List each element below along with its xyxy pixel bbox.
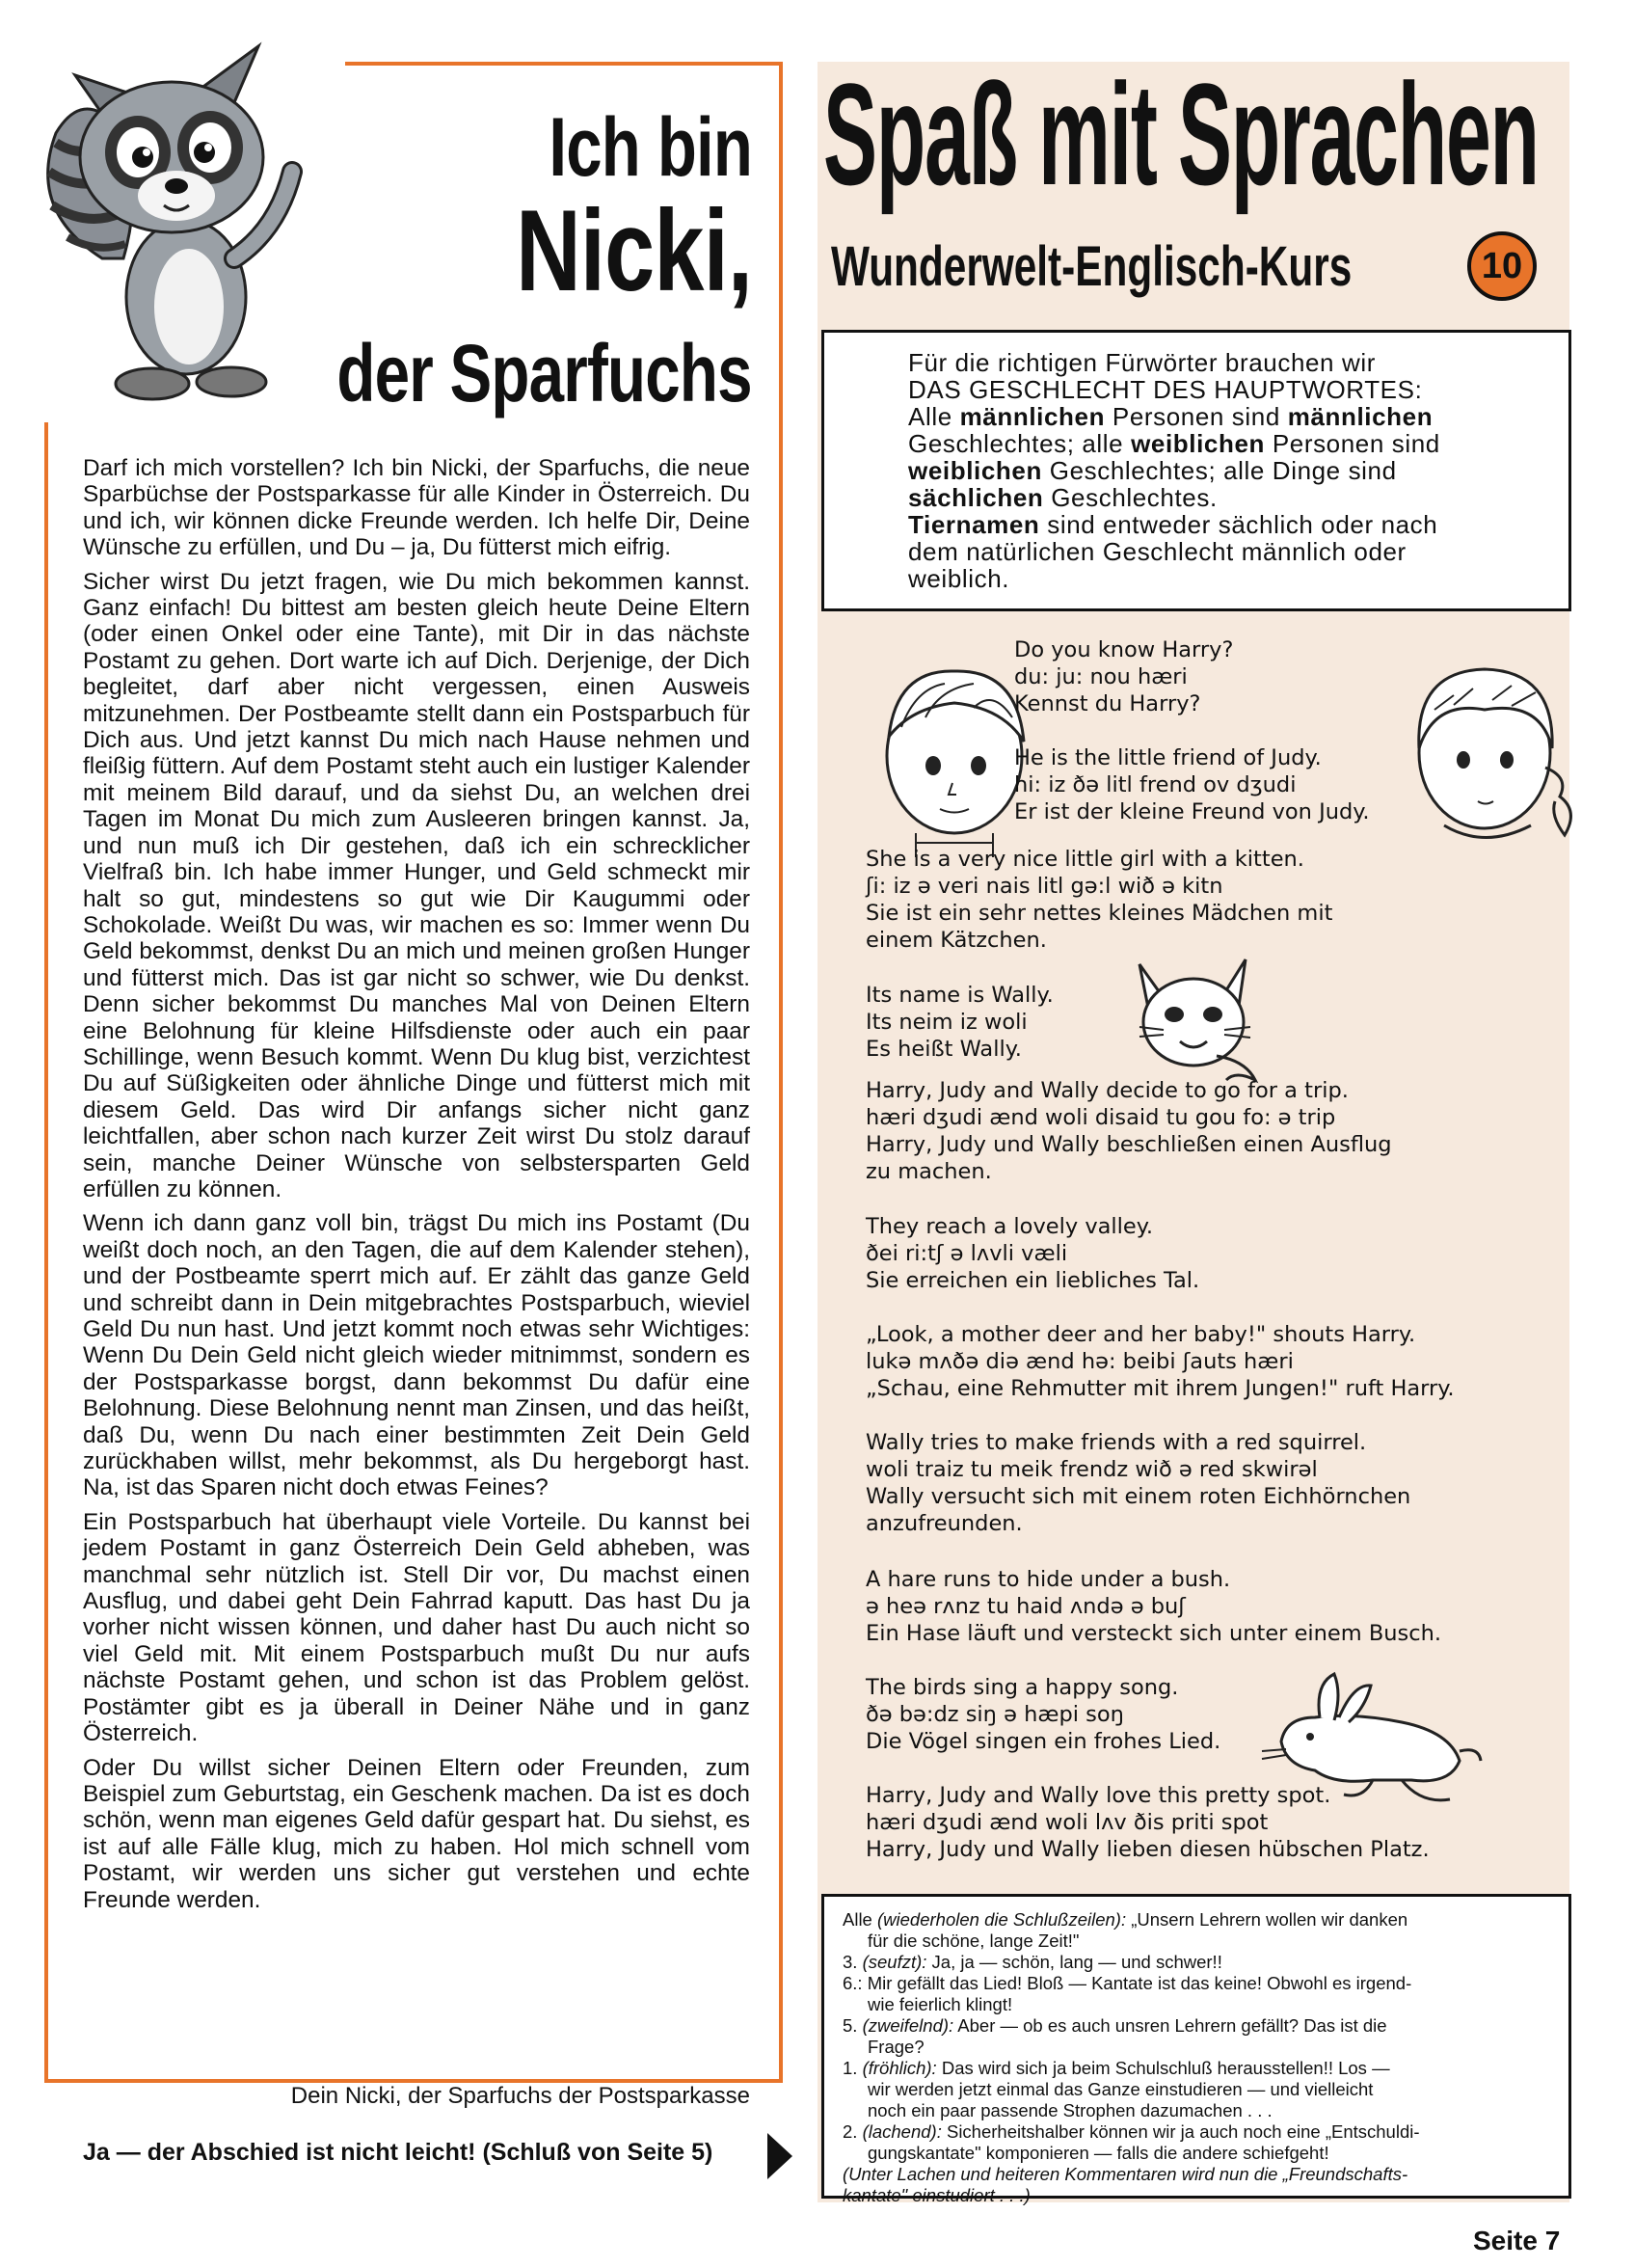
dialog-block: Do you know Harry? du: ju: nou hæri Kennst du Harry?	[1014, 637, 1234, 716]
grammar-line: Für die richtigen Fürwörter brauchen wir	[908, 348, 1376, 377]
nicki-paragraph: Oder Du willst sicher Deinen Eltern oder Freunden, zum Beispiel zum Geburtstag, ein Geschenk machen. Da ist es doch schön, wenn man eigenes Geld dafür gespart hat. Du siehst, es ist auf alle Fälle klug, mich zu haben. Hol mich schnell vom Postamt, wir werden uns sicher gut verstehen und echte Freunde werden.	[83, 1754, 750, 1913]
grammar-line: dem natürlichen Geschlecht männlich oder	[908, 537, 1407, 566]
dialog-block: Harry, Judy and Wally love this pretty spot. hæri dʒudi ænd woli lʌv ðis priti spot Harry, Judy und Wally lieben diesen hübschen Platz.	[866, 1783, 1430, 1862]
nicki-signature: Dein Nicki, der Sparfuchs der Postsparkasse	[290, 2083, 750, 2109]
nicki-paragraph: Wenn ich dann ganz voll bin, trägst Du mich ins Postamt (Du weißt doch noch, an den Tagen, die auf dem Kalender stehen), und der Postbeamte sperrt mich auf. Er zählt das ganze Geld und schreibt dann in Dein mitgebrachtes Postsparbuch, wieviel Geld Du nun hast. Und jetzt kommt noch etwas sehr Wichtiges: Wenn Du Dein Geld nicht gleich wieder mitnimmst, sondern es der Postsparkasse borgst, dann bekommst Du dafür eine Belohnung. Diese Belohnung nennt man Zinsen, und das heißt, daß Du, wenn Du nach einer bestimmten Zeit Dein Geld zurückhaben willst, mehr bekommst, als Du hergeborgt hast. Na, ist das Sparen nicht doch etwas Feines?	[83, 1210, 750, 1501]
dialog-block: „Look, a mother deer and her baby!" shouts Harry. lukə mʌðə diə ænd hə: beibi ʃauts hæri „Schau, eine Rehmutter mit ihrem Jungen!" ruft Harry.	[866, 1322, 1455, 1401]
raccoon-mascot-illustration	[17, 17, 345, 422]
dialog-block: A hare runs to hide under a bush. ə heə rʌnz tu haid ʌndə ə buʃ Ein Hase läuft und versteckt sich unter einem Busch.	[866, 1567, 1442, 1646]
continuation-arrow-icon[interactable]	[767, 2133, 792, 2179]
grammar-line: DAS GESCHLECHT DES HAUPTWORTES:	[908, 375, 1423, 404]
grammar-line: sächlichen Geschlechtes.	[908, 483, 1218, 512]
dialog-block: Wally tries to make friends with a red squirrel. woli traiz tu meik frendz wið ə red skwirəl Wally versucht sich mit einem roten Eichhörnchen anzufreunden.	[866, 1430, 1411, 1536]
grammar-line: weiblich.	[908, 564, 1010, 593]
course-subtitle: Wunderwelt-Englisch-Kurs	[831, 235, 1353, 298]
dialog-block: The birds sing a happy song. ðə bə:dz siŋ ə hæpi soŋ Die Vögel singen ein frohes Lied.	[866, 1675, 1221, 1754]
page-number: Seite 7	[1473, 2226, 1561, 2255]
dialog-block: She is a very nice little girl with a kitten. ʃi: iz ə veri nais litl gə:l wið ə kitn Sie ist ein sehr nettes kleines Mädchen mit einem Kätzchen.	[866, 847, 1333, 953]
dialog-block: They reach a lovely valley. ðei ri:tʃ ə lʌvli væli Sie erreichen ein liebliches Tal.	[866, 1214, 1200, 1293]
dialog-block: He is the little friend of Judy. hi: iz ðə litl frend ov dʒudi Er ist der kleine Freund von Judy.	[1014, 745, 1370, 824]
kitten-illustration	[1120, 945, 1269, 1090]
nicki-title-line2: Nicki,	[515, 186, 752, 315]
nicki-title-line1: Ich bin	[549, 101, 752, 194]
grammar-line: Geschlechtes; alle weiblichen Personen sind	[908, 429, 1440, 458]
nicki-article-body	[83, 455, 750, 1921]
continuation-note[interactable]: Ja — der Abschied ist nicht leicht! (Schluß von Seite 5)	[83, 2139, 713, 2166]
dialog-block: Its name is Wally. Its neim iz woli Es heißt Wally.	[866, 983, 1054, 1062]
song-continuation-text: Alle (wiederholen die Schlußzeilen): „Unsern Lehrern wollen wir danken für die schöne, lange Zeit!" 3. (seufzt): Ja, ja — schön, lang — und schwer!! 6.: Mir gefällt das Lied! Bloß — Kantate ist das keine! Obwohl es irgend- wie feierlich klingt! 5. (zweifelnd): Aber — ob es auch unsren Lehrern gefällt? Das ist die Frage? 1. (fröhlich): Das wird sich ja beim Schulschluß herausstellen!! Los — wir werden jetzt einmal das Ganze einstudieren — und vielleicht noch ein paar passende Strophen dazumachen . . . 2. (lachend): Sicherheitshalber können wir ja auch noch eine „Entschuldi- gungskantate" komponieren — falls die andere schiefgeht! (Unter Lachen und heiteren Kommentaren wird nun die „Freundschafts- kantate" einstudiert . . .)	[843, 1909, 1420, 2205]
nicki-paragraph: Sicher wirst Du jetzt fragen, wie Du mich bekommen kannst. Ganz einfach! Du bittest am besten gleich heute Deine Eltern (oder einen Onkel oder eine Tante), mit Dir in das nächste Postamt zu gehen. Dort warte ich auf Dich. Derjenige, der Dich begleitet, darf aber nicht vergessen, einen Ausweis mitzunehmen. Der Postbeamte stellt dann ein Postsparbuch für Dich aus. Und jetzt kannst Du mich nach Hause nehmen und fleißig füttern. Auf dem Postamt steht auch ein lustiger Kalender mit meinem Bild darauf, und da siehst Du, an welchen drei Tagen im Monat Du mich zum Ausleeren bringen kannst. Ja, und nun muß ich Dir gestehen, daß ich ein schrecklicher Vielfraß bin. Ich habe immer Hunger, und Geld schmeckt mir halt so gut, mindestens so gut wie Dir Kaugummi oder Schokolade. Weißt Du was, wir machen es so: Immer wenn Du Geld bekommst, denkst Du an mich und meinen großen Hunger und fütterst mich. Das ist gar nicht so schwer, wie Du denkst. Denn sicher bekommst Du manches Mal von Deinen Eltern eine Belohnung für kleine Hilfsdienste oder auch ein paar Schillinge, wenn Besuch kommt. Wenn Du klug bist, verzichtest Du auf Süßigkeiten oder ähnliche Dinge und fütterst mich mit diesem Geld. Das wird Dir anfangs sicher nicht ganz leichtfallen, aber schon nach kurzer Zeit wirst Du stolz darauf sein, manche Deiner Wünsche von selbstersparten Geld erfüllen zu können.	[83, 568, 750, 1202]
language-section-title: Spaß mit Sprachen	[823, 53, 1539, 215]
girl-face-illustration	[1396, 642, 1585, 854]
nicki-title-line3: der Sparfuchs	[336, 328, 752, 418]
nicki-paragraph: Ein Postsparbuch hat überhaupt viele Vorteile. Du kannst bei jedem Postamt in ganz Österreich Dein Geld abheben, was manchmal sehr nützlich ist. Stell Dir vor, Du machst einen Ausflug, und dabei geht Dein Fahrrad kaputt. Das hast Du ja vorher nicht wissen können, und daher hast Du auch nicht so viel Geld mit. Mit einem Postsparbuch mußt Du nur aufs nächste Postamt gehen, und schon ist das Problem gelöst. Postämter gibt es ja überall in Deiner Nähe und in ganz Österreich.	[83, 1508, 750, 1747]
nicki-paragraph: Darf ich mich vorstellen? Ich bin Nicki, der Sparfuchs, die neue Sparbüchse der Postsparkasse für alle Kinder in Österreich. Du und ich, wir können dicke Freunde werden. Ich helfe Dir, Deine Wünsche zu erfüllen, und Du – ja, Du fütterst mich eifrig.	[83, 455, 750, 561]
grammar-rule-text	[908, 349, 1556, 592]
dialog-block: Harry, Judy and Wally decide to go for a trip. hæri dʒudi ænd woli disaid tu gou fo: ə trip Harry, Judy und Wally beschließen einen Ausflug zu machen.	[866, 1078, 1392, 1184]
grammar-line: Alle männlichen Personen sind männlichen	[908, 402, 1434, 431]
grammar-line: weiblichen Geschlechtes; alle Dinge sind	[908, 456, 1397, 485]
grammar-line: Tiernamen sind entweder sächlich oder nach	[908, 510, 1438, 539]
lesson-number-badge: 10	[1467, 231, 1537, 301]
